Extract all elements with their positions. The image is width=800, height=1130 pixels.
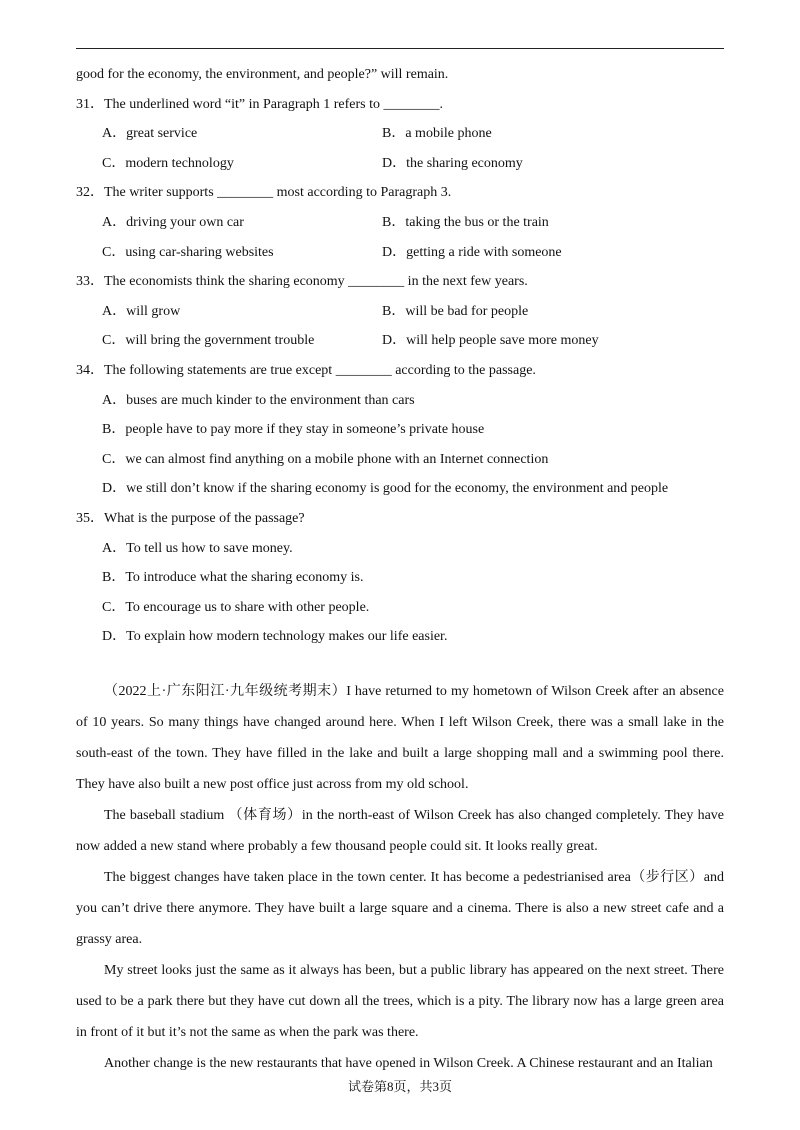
option-text: we can almost find anything on a mobile phone with an Internet connection — [125, 451, 549, 467]
option-row — [76, 238, 724, 268]
option-text: To tell us how to save money. — [126, 540, 293, 556]
option-text: taking the bus or the train — [405, 214, 549, 230]
option-text: driving your own car — [126, 214, 244, 230]
option-label: A． — [102, 126, 127, 142]
option-row — [76, 445, 724, 475]
option-text: To explain how modern technology makes our life easier. — [126, 629, 448, 645]
option-label: C． — [102, 333, 126, 349]
question-stem — [76, 504, 724, 534]
option-text: people have to pay more if they stay in someone’s private house — [125, 422, 485, 438]
option-text: getting a ride with someone — [406, 244, 562, 260]
answer-option — [76, 593, 724, 623]
answer-option — [76, 563, 724, 593]
answer-option — [76, 149, 356, 179]
page-footer: 试卷第8页，共3页 — [347, 1079, 452, 1094]
question-number: 34． — [76, 362, 104, 378]
question-text: The following statements are true except ________ according to the passage. — [104, 362, 536, 378]
option-row — [76, 149, 724, 179]
option-row — [76, 415, 724, 445]
question-text: The writer supports ________ most according to Paragraph 3. — [104, 185, 452, 201]
answer-option — [76, 119, 356, 149]
option-text: To introduce what the sharing economy is. — [125, 570, 364, 586]
option-text: using car-sharing websites — [125, 244, 274, 260]
answer-option — [356, 297, 724, 327]
option-row — [76, 563, 724, 593]
question-block — [76, 504, 724, 652]
answer-option — [356, 238, 724, 268]
question-stem — [76, 178, 724, 208]
answer-option — [76, 474, 724, 504]
questions-section — [76, 60, 724, 652]
answer-option — [356, 208, 724, 238]
answer-option — [356, 119, 724, 149]
question-number: 32． — [76, 185, 104, 201]
option-row — [76, 208, 724, 238]
question-text: The economists think the sharing economy ________ in the next few years. — [104, 274, 528, 290]
answer-option — [76, 297, 356, 327]
question-stem — [76, 267, 724, 297]
option-label: A． — [102, 540, 127, 556]
answer-option — [76, 445, 724, 475]
question-number: 33． — [76, 274, 104, 290]
option-label: C． — [102, 244, 126, 260]
option-label: B． — [382, 214, 406, 230]
option-row — [76, 386, 724, 416]
option-row — [76, 534, 724, 564]
option-text: will help people save more money — [406, 333, 599, 349]
option-label: D． — [102, 629, 127, 645]
answer-option — [76, 622, 724, 652]
option-text: the sharing economy — [406, 155, 523, 171]
option-row — [76, 622, 724, 652]
passage-paragraph: My street looks just the same as it always has been, but a public library has appeared on the next street. There used to be a park there but they have cut down all the trees, which is a pity. The library now has a large green area in front of it but it’s not the same as when the park was there. — [76, 963, 724, 1040]
option-row — [76, 326, 724, 356]
answer-option — [76, 326, 356, 356]
option-row — [76, 593, 724, 623]
answer-option — [76, 386, 724, 416]
question-block — [76, 90, 724, 179]
header-rule — [76, 48, 724, 49]
passage-source: （2022上·广东阳江·九年级统考期末） — [104, 684, 347, 699]
option-label: B． — [102, 422, 126, 438]
answer-option — [356, 149, 724, 179]
passage-paragraph: The baseball stadium （体育场）in the north-east of Wilson Creek has also changed completely. They have now added a new stand where probably a few thousand people could sit. It looks really great. — [76, 808, 724, 854]
option-label: B． — [382, 126, 406, 142]
answer-option — [76, 238, 356, 268]
option-label: B． — [382, 303, 406, 319]
option-text: buses are much kinder to the environment than cars — [126, 392, 415, 408]
option-text: will be bad for people — [405, 303, 529, 319]
option-text: a mobile phone — [405, 126, 492, 142]
question-block — [76, 356, 724, 504]
reading-passage — [76, 676, 724, 1079]
option-row — [76, 474, 724, 504]
question-block — [76, 178, 724, 267]
option-text: will grow — [126, 303, 181, 319]
option-label: B． — [102, 570, 126, 586]
option-row — [76, 297, 724, 327]
question-block — [76, 267, 724, 356]
question-stem — [76, 90, 724, 120]
question-stem — [76, 356, 724, 386]
option-label: D． — [382, 155, 407, 171]
answer-option — [76, 415, 724, 445]
option-text: modern technology — [125, 155, 234, 171]
option-text: great service — [126, 126, 198, 142]
option-label: D． — [382, 333, 407, 349]
answer-option — [76, 208, 356, 238]
option-label: D． — [382, 244, 407, 260]
option-label: C． — [102, 599, 126, 615]
passage-paragraph: Another change is the new restaurants that have opened in Wilson Creek. A Chinese restaurant and an Italian — [104, 1056, 713, 1071]
continued-text: good for the economy, the environment, and people?” will remain. — [76, 67, 449, 82]
question-text: The underlined word “it” in Paragraph 1 refers to ________. — [104, 96, 444, 112]
option-label: C． — [102, 155, 126, 171]
option-row — [76, 119, 724, 149]
option-text: will bring the government trouble — [125, 333, 315, 349]
question-list — [76, 90, 724, 652]
question-number: 31． — [76, 96, 104, 112]
option-label: A． — [102, 303, 127, 319]
question-number: 35． — [76, 510, 104, 526]
option-label: A． — [102, 214, 127, 230]
question-text: What is the purpose of the passage? — [104, 510, 305, 526]
passage-paragraph: （2022上·广东阳江·九年级统考期末）I have returned to my hometown of Wilson Creek after an absence of 10 years. So many things have changed around here. When I left Wilson Creek, there was a small lake in the south-east of the town. They have filled in the lake and built a large shopping mall and a swimming pool there. They have also built a new post office just across from my old school. — [76, 684, 724, 792]
answer-option — [356, 326, 724, 356]
option-label: A． — [102, 392, 127, 408]
option-label: D． — [102, 481, 127, 497]
answer-option — [76, 534, 724, 564]
passage-paragraph: The biggest changes have taken place in the town center. It has become a pedestrianised area（步行区）and you can’t drive there anymore. They have built a large square and a cinema. There is also a new street cafe and a grassy area. — [76, 870, 724, 947]
option-text: we still don’t know if the sharing economy is good for the economy, the environment and people — [126, 481, 669, 497]
option-label: C． — [102, 451, 126, 467]
option-text: To encourage us to share with other people. — [125, 599, 370, 615]
